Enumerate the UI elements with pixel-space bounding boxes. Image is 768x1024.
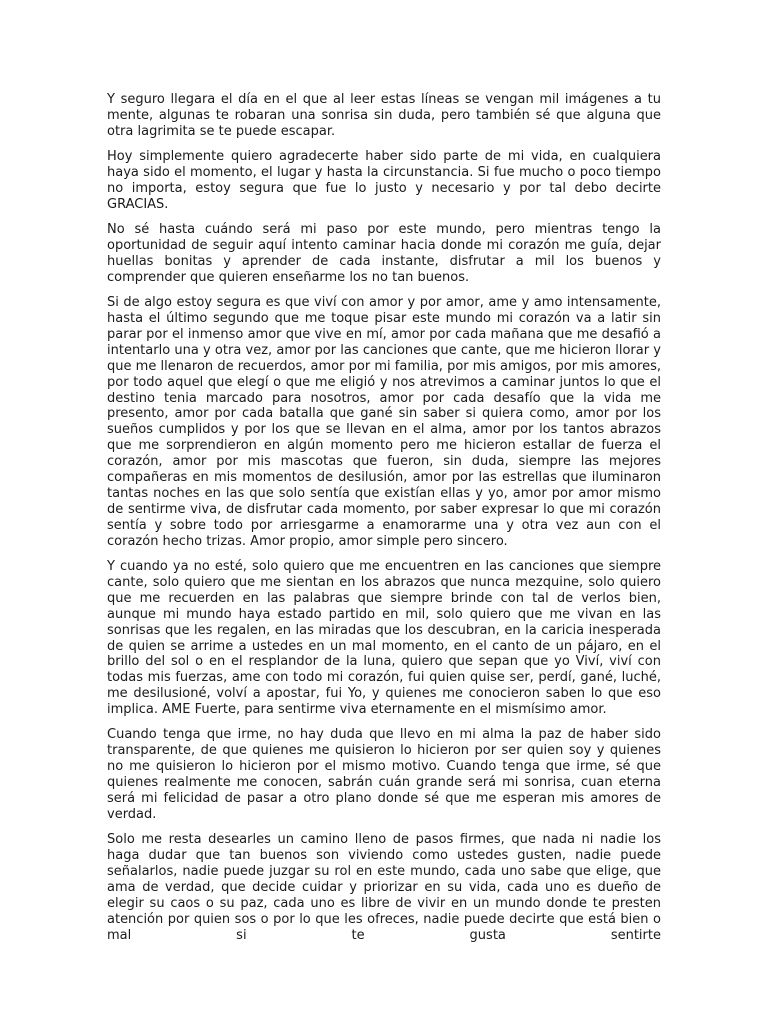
paragraph-4: Si de algo estoy segura es que viví con amor y por amor, ame y amo intensamente, hasta el último segundo que me toque pisar este mundo mi corazón va a latir sin parar por el inmenso amor que vive en mí, amor por cada mañana que me desafió a intentarlo una y otra vez, amor por las canciones que cante, que me hicieron llorar y que me llenaron de recuerdos, amor por mi familia, por mis amigos, por mis amores, por todo aquel que elegí o que me eligió y nos atrevimos a caminar juntos lo que el destino tenia marcado para nosotros, amor por cada desafío que la vida me presento, amor por cada batalla que gané sin saber si quiera como, amor por los sueños cumplidos y por los que se llevan en el alma, amor por los tantos abrazos que me sorprendieron en algún momento pero me hicieron estallar de fuerza el corazón, amor por mis mascotas que fueron, sin duda, siempre las mejores compañeras en mis momentos de desilusión, amor por las estrellas que iluminaron tantas noches en las que solo sentía que existían ellas y yo, amor por amor mismo de sentirme viva, de disfrutar cada momento, por saber expresar lo que mi corazón sentía y sobre todo por arriesgarme a enamorarme una y otra vez aun con el corazón hecho trizas. Amor propio, amor simple pero sincero. — [107, 295, 661, 549]
paragraph-6: Cuando tenga que irme, no hay duda que llevo en mi alma la paz de haber sido transparente, de que quienes me quisieron lo hicieron por ser quien soy y quienes no me quisieron lo hicieron por el mismo motivo. Cuando tenga que irme, sé que quienes realmente me conocen, sabrán cuán grande será mi sonrisa, cuan eterna será mi felicidad de pasar a otro plano donde sé que me esperan mis amores de verdad. — [107, 727, 661, 823]
paragraph-5: Y cuando ya no esté, solo quiero que me encuentren en las canciones que siempre cante, solo quiero que me sientan en los abrazos que nunca mezquine, solo quiero que me recuerden en las palabras que siempre brinde con tal de verlos bien, aunque mi mundo haya estado partido en mil, solo quiero que me vivan en las sonrisas que les regalen, en las miradas que los descubran, en la caricia inesperada de quien se arrime a ustedes en un mal momento, en el canto de un pájaro, en el brillo del sol o en el resplandor de la luna, quiero que sepan que yo Viví, viví con todas mis fuerzas, ame con todo mi corazón, fui quien quise ser, perdí, gané, luché, me desilusioné, volví a apostar, fui Yo, y quienes me conocieron saben lo que eso implica. AME Fuerte, para sentirme viva eternamente en el mismísimo amor. — [107, 559, 661, 718]
document-page — [107, 92, 661, 944]
paragraph-2: Hoy simplemente quiero agradecerte haber sido parte de mi vida, en cualquiera haya sido el momento, el lugar y hasta la circunstancia. Si fue mucho o poco tiempo no importa, estoy segura que fue lo justo y necesario y por tal debo decirte GRACIAS. — [107, 149, 661, 212]
paragraph-3: No sé hasta cuándo será mi paso por este mundo, pero mientras tengo la oportunidad de seguir aquí intento caminar hacia donde mi corazón me guía, dejar huellas bonitas y aprender de cada instante, disfrutar a mil los buenos y comprender que quieren enseñarme los no tan buenos. — [107, 222, 661, 285]
paragraph-7: Solo me resta desearles un camino lleno de pasos firmes, que nada ni nadie los haga dudar que tan buenos son viviendo como ustedes gusten, nadie puede señalarlos, nadie puede juzgar su rol en este mundo, cada uno sabe que elige, que ama de verdad, que decide cuidar y priorizar en su vida, cada uno es dueño de elegir su caos o su paz, cada uno es libre de vivir en un mundo donde te presten atención por quien sos o por lo que les ofreces, nadie puede decirte que está bien o mal si te gusta sentirte — [107, 832, 661, 943]
paragraph-1: Y seguro llegara el día en el que al leer estas líneas se vengan mil imágenes a tu mente, algunas te robaran una sonrisa sin duda, pero también sé que alguna que otra lagrimita se te puede escapar. — [107, 92, 661, 139]
